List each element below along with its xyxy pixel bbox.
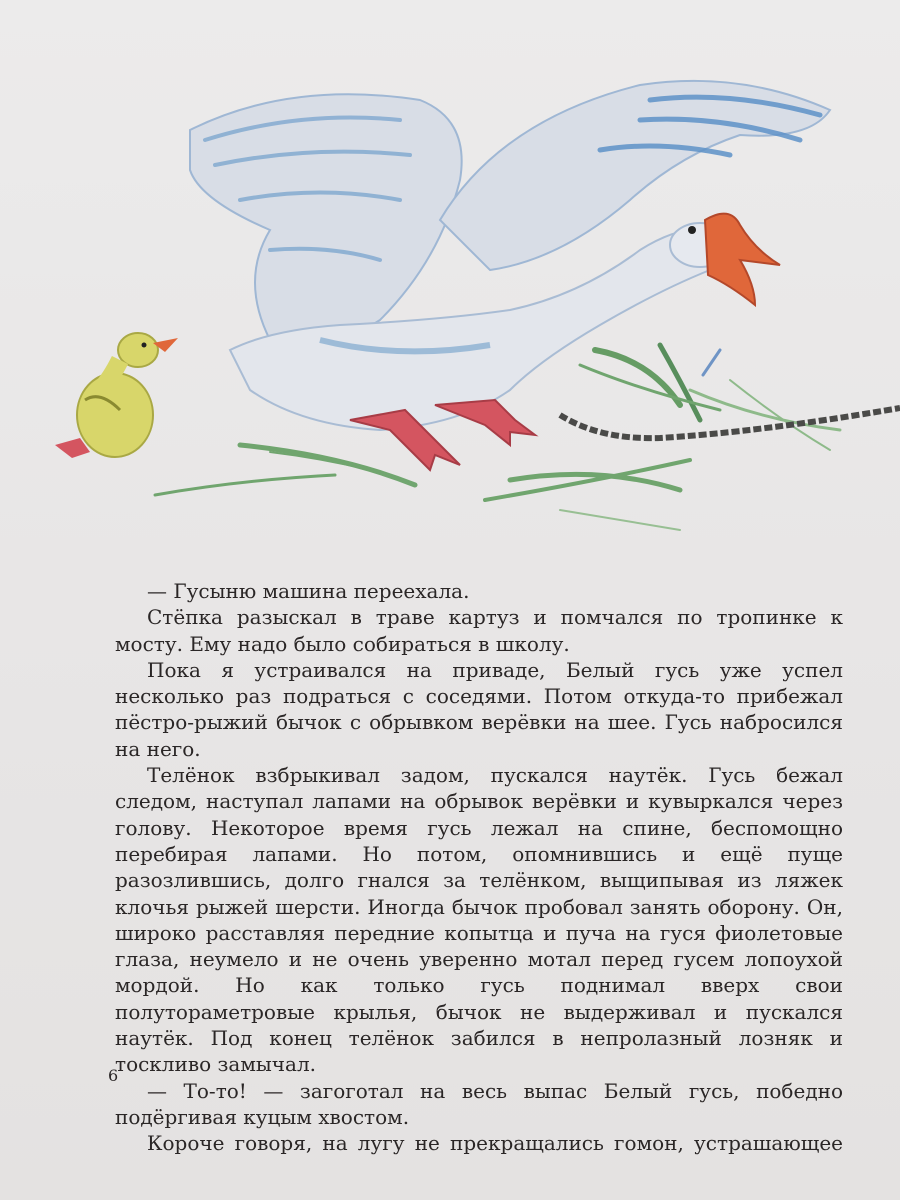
paragraph: Стёпка разыскал в траве картуз и помчался по тропинке к мосту. Ему надо было собираться в школу.: [115, 605, 843, 656]
paragraph: Короче говоря, на лугу не прекращались гомон, устрашающее: [147, 1131, 843, 1156]
story-text: [115, 578, 843, 1157]
paragraph: Телёнок взбрыкивал задом, пускался наутёк. Гусь бежал следом, наступал лапами на обрывок верёвки и кувыркался через голову. Некоторое время гусь лежал на спине, беспомощно перебирая лапами. Но потом, опомнившись и ещё пуще разозлившись, долго гнался за телёнком, выщипывая из ляжек клочья рыжей шерсти. Иногда бычок пробовал занять оборону. Он, широко расставляя передние копытца и пуча на гуся фиолетовые глаза, неумело и не очень уверенно мотал перед гусем лопоухой мордой. Но как только гусь поднимал вверх свои полутораметровые крылья, бычок не выдерживал и пускался наутёк. Под конец телёнок забился в непролазный лозняк и тоскливо замычал.: [115, 763, 843, 1077]
goose-eye: [688, 226, 696, 234]
grass-left: [155, 445, 415, 495]
paragraph: Пока я устраивался на приваде, Белый гусь уже успел несколько раз подраться с соседями. Потом откуда-то прибежал пёстро-рыжий бычок с обрывком верёвки на шее. Гусь набросился на него.: [115, 657, 843, 761]
goose-illustration: [40, 60, 900, 540]
goose-beak: [705, 214, 780, 305]
paragraph: — То-то! — загоготал на весь выпас Белый гусь, победно подёргивая куцым хвостом.: [115, 1078, 843, 1129]
rope: [560, 408, 900, 438]
goose-right-wing: [440, 81, 830, 270]
page-number: 6: [108, 1066, 119, 1085]
duckling: [55, 333, 178, 458]
paragraph: — Гусыню машина переехала.: [147, 579, 470, 603]
